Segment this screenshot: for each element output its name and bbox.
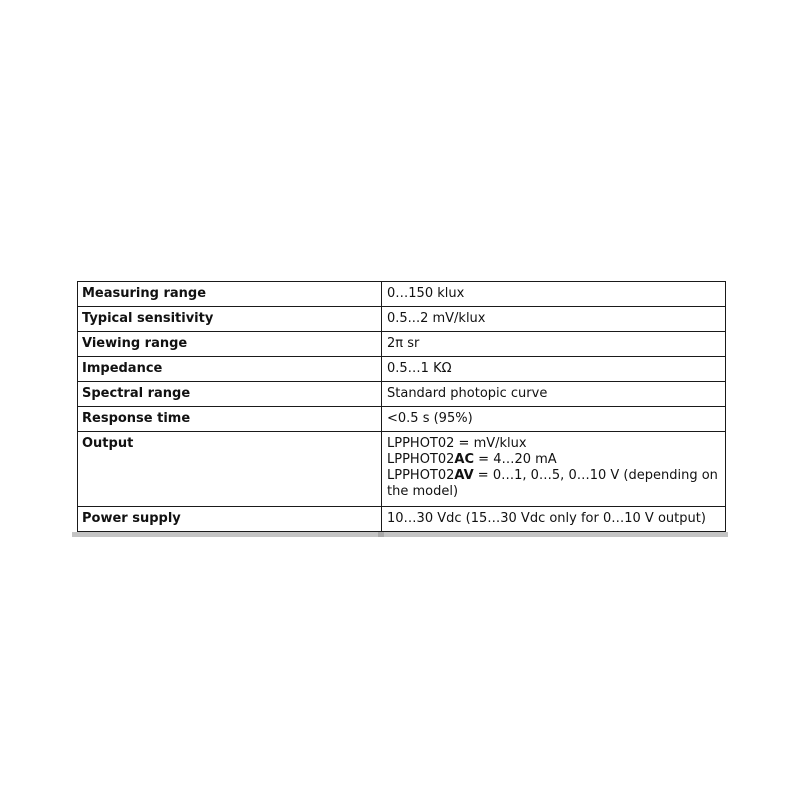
- table-row-viewing-range: [78, 332, 726, 357]
- table-row-measuring-range: [78, 282, 726, 307]
- row-value-output: [382, 432, 726, 507]
- table-row-spectral-range: [78, 382, 726, 407]
- row-label: Response time: [78, 407, 382, 432]
- row-label: Power supply: [78, 507, 382, 532]
- output-line-mv: LPPHOT02 = mV/klux: [387, 436, 527, 451]
- table-row-response-time: [78, 407, 726, 432]
- column-divider-tick: [378, 532, 384, 537]
- row-value: 0.5...2 mV/klux: [382, 307, 726, 332]
- row-label: Impedance: [78, 357, 382, 382]
- output-line-ac: LPPHOT02AC = 4…20 mA: [387, 452, 557, 467]
- table-row-power-supply: [78, 507, 726, 532]
- table-bottom-shadow-bar: [72, 532, 728, 537]
- row-label: Spectral range: [78, 382, 382, 407]
- row-label: Typical sensitivity: [78, 307, 382, 332]
- row-value: 10…30 Vdc (15…30 Vdc only for 0…10 V output): [382, 507, 726, 532]
- row-value: Standard photopic curve: [382, 382, 726, 407]
- row-label: Measuring range: [78, 282, 382, 307]
- table-row-typical-sensitivity: [78, 307, 726, 332]
- row-value: 0…150 klux: [382, 282, 726, 307]
- row-value: 2π sr: [382, 332, 726, 357]
- row-value: <0.5 s (95%): [382, 407, 726, 432]
- table-row-output: [78, 432, 726, 507]
- spec-table: [77, 281, 726, 532]
- row-value: 0.5…1 KΩ: [382, 357, 726, 382]
- table-row-impedance: [78, 357, 726, 382]
- row-label: Output: [78, 432, 382, 507]
- output-line-av: LPPHOT02AV = 0…1, 0…5, 0…10 V (depending on the model): [387, 468, 718, 499]
- row-label: Viewing range: [78, 332, 382, 357]
